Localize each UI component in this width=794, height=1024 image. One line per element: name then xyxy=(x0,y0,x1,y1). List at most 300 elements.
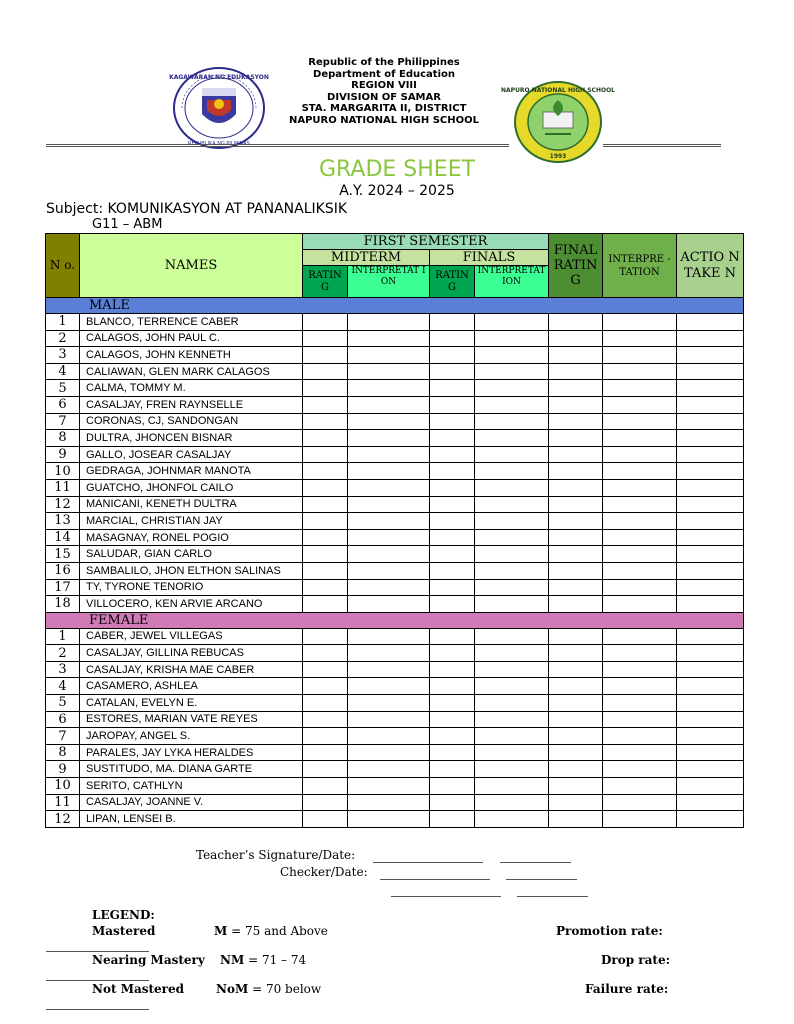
interpretation-cell[interactable] xyxy=(603,562,677,579)
final-rating-cell[interactable] xyxy=(549,728,603,745)
row-number: 16 xyxy=(46,562,80,579)
checker-signature-line[interactable] xyxy=(380,879,490,880)
legend-range: = 71 – 74 xyxy=(244,953,307,967)
table-row xyxy=(46,711,744,728)
student-name: PARALES, JAY LYKA HERALDES xyxy=(80,744,303,761)
interpretation-cell[interactable] xyxy=(603,744,677,761)
interpretation-cell[interactable] xyxy=(603,678,677,695)
table-row xyxy=(46,413,744,430)
student-name: CASALJAY, GILLINA REBUCAS xyxy=(80,645,303,662)
interpretation-cell[interactable] xyxy=(603,463,677,480)
action-taken-cell[interactable] xyxy=(677,479,744,496)
midterm-interpretation-cell[interactable] xyxy=(348,314,430,331)
table-row xyxy=(46,546,744,563)
finals-interpretation-cell[interactable] xyxy=(475,314,549,331)
midterm-interpretation-cell[interactable] xyxy=(348,744,430,761)
final-rating-cell[interactable] xyxy=(549,413,603,430)
final-rating-cell[interactable] xyxy=(549,363,603,380)
midterm-interpretation-cell[interactable] xyxy=(348,711,430,728)
finals-interpretation-cell[interactable] xyxy=(475,596,549,613)
finals-rating-cell[interactable] xyxy=(430,330,475,347)
interpretation-cell[interactable] xyxy=(603,513,677,530)
finals-interpretation-cell[interactable] xyxy=(475,396,549,413)
midterm-rating-cell[interactable] xyxy=(303,430,348,447)
midterm-interpretation-cell[interactable] xyxy=(348,479,430,496)
interpretation-cell[interactable] xyxy=(603,596,677,613)
legend-desc-mastered xyxy=(214,924,328,938)
finals-rating-cell[interactable] xyxy=(430,347,475,364)
midterm-rating-cell[interactable] xyxy=(303,628,348,645)
student-name: LIPAN, LENSEI B. xyxy=(80,811,303,828)
finals-interpretation-cell[interactable] xyxy=(475,645,549,662)
action-taken-cell[interactable] xyxy=(677,430,744,447)
midterm-rating-cell[interactable] xyxy=(303,347,348,364)
midterm-rating-cell[interactable] xyxy=(303,562,348,579)
row-number: 17 xyxy=(46,579,80,596)
midterm-interpretation-cell[interactable] xyxy=(348,579,430,596)
action-taken-cell[interactable] xyxy=(677,363,744,380)
table-row xyxy=(46,628,744,645)
interpretation-cell[interactable] xyxy=(603,347,677,364)
row-number: 6 xyxy=(46,396,80,413)
finals-interpretation-cell[interactable] xyxy=(475,562,549,579)
midterm-interpretation-cell[interactable] xyxy=(348,645,430,662)
interpretation-cell[interactable] xyxy=(603,778,677,795)
finals-interpretation-cell[interactable] xyxy=(475,380,549,397)
midterm-rating-cell[interactable] xyxy=(303,413,348,430)
interpretation-cell[interactable] xyxy=(603,761,677,778)
final-rating-cell[interactable] xyxy=(549,330,603,347)
finals-interpretation-cell[interactable] xyxy=(475,446,549,463)
row-number: 2 xyxy=(46,330,80,347)
action-taken-cell[interactable] xyxy=(677,794,744,811)
midterm-interpretation-cell[interactable] xyxy=(348,811,430,828)
legend-desc-nearing xyxy=(220,953,306,967)
action-taken-cell[interactable] xyxy=(677,396,744,413)
final-rating-cell[interactable] xyxy=(549,529,603,546)
student-name: MARCIAL, CHRISTIAN JAY xyxy=(80,513,303,530)
interpretation-cell[interactable] xyxy=(603,380,677,397)
midterm-rating-cell[interactable] xyxy=(303,778,348,795)
finals-rating-cell[interactable] xyxy=(430,596,475,613)
student-name: DULTRA, JHONCEN BISNAR xyxy=(80,430,303,447)
svg-text:1993: 1993 xyxy=(549,153,567,160)
midterm-rating-cell[interactable] xyxy=(303,463,348,480)
finals-rating-cell[interactable] xyxy=(430,413,475,430)
finals-rating-cell[interactable] xyxy=(430,430,475,447)
final-rating-cell[interactable] xyxy=(549,380,603,397)
teacher-date-line[interactable] xyxy=(500,862,571,863)
final-rating-cell[interactable] xyxy=(549,628,603,645)
interpretation-cell[interactable] xyxy=(603,413,677,430)
midterm-interpretation-cell[interactable] xyxy=(348,562,430,579)
finals-interpretation-cell[interactable] xyxy=(475,363,549,380)
header-line: NAPURO NATIONAL HIGH SCHOOL xyxy=(288,114,479,126)
midterm-interpretation-cell[interactable] xyxy=(348,496,430,513)
table-row xyxy=(46,728,744,745)
finals-rating-cell[interactable] xyxy=(430,711,475,728)
school-header xyxy=(270,57,498,126)
action-taken-cell[interactable] xyxy=(677,778,744,795)
midterm-rating-cell[interactable] xyxy=(303,314,348,331)
finals-rating-cell[interactable] xyxy=(430,778,475,795)
finals-interpretation-cell[interactable] xyxy=(475,496,549,513)
final-rating-cell[interactable] xyxy=(549,396,603,413)
table-row xyxy=(46,811,744,828)
midterm-rating-cell[interactable] xyxy=(303,380,348,397)
interpretation-cell[interactable] xyxy=(603,811,677,828)
action-taken-cell[interactable] xyxy=(677,513,744,530)
finals-interpretation-cell[interactable] xyxy=(475,529,549,546)
action-taken-cell[interactable] xyxy=(677,546,744,563)
table-row xyxy=(46,596,744,613)
final-rating-cell[interactable] xyxy=(549,596,603,613)
header-final-rating: FINAL RATIN G xyxy=(549,234,603,298)
midterm-rating-cell[interactable] xyxy=(303,661,348,678)
student-name: CALAGOS, JOHN PAUL C. xyxy=(80,330,303,347)
finals-rating-cell[interactable] xyxy=(430,562,475,579)
midterm-rating-cell[interactable] xyxy=(303,546,348,563)
student-name: CATALAN, EVELYN E. xyxy=(80,695,303,712)
teacher-signature-line[interactable] xyxy=(373,862,483,863)
finals-interpretation-cell[interactable] xyxy=(475,347,549,364)
header-rule-left xyxy=(46,144,509,147)
row-number: 5 xyxy=(46,380,80,397)
midterm-interpretation-cell[interactable] xyxy=(348,347,430,364)
final-rating-cell[interactable] xyxy=(549,513,603,530)
table-row xyxy=(46,479,744,496)
final-rating-cell[interactable] xyxy=(549,347,603,364)
midterm-interpretation-cell[interactable] xyxy=(348,413,430,430)
student-name: MASAGNAY, RONEL POGIO xyxy=(80,529,303,546)
legend-line xyxy=(46,1009,149,1010)
midterm-rating-cell[interactable] xyxy=(303,711,348,728)
final-rating-cell[interactable] xyxy=(549,711,603,728)
failure-rate-label: Failure rate: xyxy=(585,982,669,996)
finals-rating-cell[interactable] xyxy=(430,380,475,397)
interpretation-cell[interactable] xyxy=(603,496,677,513)
interpretation-cell[interactable] xyxy=(603,628,677,645)
action-taken-cell[interactable] xyxy=(677,330,744,347)
action-taken-cell[interactable] xyxy=(677,695,744,712)
action-taken-cell[interactable] xyxy=(677,761,744,778)
checker-date-line[interactable] xyxy=(506,879,577,880)
finals-interpretation-cell[interactable] xyxy=(475,628,549,645)
header-finals-rating: RATIN G xyxy=(430,266,475,298)
finals-interpretation-cell[interactable] xyxy=(475,546,549,563)
row-number: 7 xyxy=(46,413,80,430)
extra-signature-line[interactable] xyxy=(391,896,501,897)
interpretation-cell[interactable] xyxy=(603,711,677,728)
interpretation-cell[interactable] xyxy=(603,396,677,413)
midterm-interpretation-cell[interactable] xyxy=(348,661,430,678)
finals-interpretation-cell[interactable] xyxy=(475,728,549,745)
header-midterm: MIDTERM xyxy=(303,250,430,266)
table-row xyxy=(46,363,744,380)
midterm-rating-cell[interactable] xyxy=(303,446,348,463)
finals-interpretation-cell[interactable] xyxy=(475,778,549,795)
final-rating-cell[interactable] xyxy=(549,761,603,778)
row-number: 5 xyxy=(46,695,80,712)
midterm-interpretation-cell[interactable] xyxy=(348,678,430,695)
midterm-interpretation-cell[interactable] xyxy=(348,446,430,463)
row-number: 4 xyxy=(46,678,80,695)
student-name: GEDRAGA, JOHNMAR MANOTA xyxy=(80,463,303,480)
legend-label-mastered: Mastered xyxy=(92,924,156,938)
student-name: CASALJAY, KRISHA MAE CABER xyxy=(80,661,303,678)
finals-rating-cell[interactable] xyxy=(430,695,475,712)
deped-seal xyxy=(169,66,269,150)
student-name: SAMBALILO, JHON ELTHON SALINAS xyxy=(80,562,303,579)
final-rating-cell[interactable] xyxy=(549,678,603,695)
finals-interpretation-cell[interactable] xyxy=(475,695,549,712)
finals-rating-cell[interactable] xyxy=(430,314,475,331)
finals-rating-cell[interactable] xyxy=(430,744,475,761)
student-name: CASALJAY, JOANNE V. xyxy=(80,794,303,811)
interpretation-cell[interactable] xyxy=(603,529,677,546)
row-number: 15 xyxy=(46,546,80,563)
final-rating-cell[interactable] xyxy=(549,579,603,596)
final-rating-cell[interactable] xyxy=(549,778,603,795)
midterm-rating-cell[interactable] xyxy=(303,513,348,530)
finals-interpretation-cell[interactable] xyxy=(475,744,549,761)
finals-rating-cell[interactable] xyxy=(430,363,475,380)
midterm-rating-cell[interactable] xyxy=(303,579,348,596)
final-rating-cell[interactable] xyxy=(549,645,603,662)
finals-rating-cell[interactable] xyxy=(430,645,475,662)
midterm-rating-cell[interactable] xyxy=(303,645,348,662)
legend-code: NoM xyxy=(216,982,249,996)
female-section-header: FEMALE xyxy=(46,612,744,628)
row-number: 12 xyxy=(46,496,80,513)
header-line: REGION VIII xyxy=(351,80,417,91)
action-taken-cell[interactable] xyxy=(677,711,744,728)
legend-label-not-mastered: Not Mastered xyxy=(92,982,185,996)
final-rating-cell[interactable] xyxy=(549,446,603,463)
finals-interpretation-cell[interactable] xyxy=(475,463,549,480)
student-name: CASAMERO, ASHLEA xyxy=(80,678,303,695)
midterm-rating-cell[interactable] xyxy=(303,496,348,513)
midterm-interpretation-cell[interactable] xyxy=(348,596,430,613)
row-number: 11 xyxy=(46,794,80,811)
interpretation-cell[interactable] xyxy=(603,645,677,662)
midterm-interpretation-cell[interactable] xyxy=(348,330,430,347)
midterm-interpretation-cell[interactable] xyxy=(348,363,430,380)
finals-rating-cell[interactable] xyxy=(430,463,475,480)
midterm-rating-cell[interactable] xyxy=(303,695,348,712)
legend-desc-not-mastered xyxy=(216,982,321,996)
finals-interpretation-cell[interactable] xyxy=(475,330,549,347)
interpretation-cell[interactable] xyxy=(603,794,677,811)
action-taken-cell[interactable] xyxy=(677,628,744,645)
action-taken-cell[interactable] xyxy=(677,413,744,430)
midterm-interpretation-cell[interactable] xyxy=(348,778,430,795)
interpretation-cell[interactable] xyxy=(603,546,677,563)
legend-code: NM xyxy=(220,953,245,967)
midterm-rating-cell[interactable] xyxy=(303,396,348,413)
midterm-interpretation-cell[interactable] xyxy=(348,761,430,778)
finals-interpretation-cell[interactable] xyxy=(475,794,549,811)
final-rating-cell[interactable] xyxy=(549,744,603,761)
midterm-rating-cell[interactable] xyxy=(303,761,348,778)
final-rating-cell[interactable] xyxy=(549,811,603,828)
finals-rating-cell[interactable] xyxy=(430,728,475,745)
row-number: 11 xyxy=(46,479,80,496)
final-rating-cell[interactable] xyxy=(549,314,603,331)
interpretation-cell[interactable] xyxy=(603,579,677,596)
finals-rating-cell[interactable] xyxy=(430,811,475,828)
final-rating-cell[interactable] xyxy=(549,695,603,712)
table-row xyxy=(46,678,744,695)
header-finals: FINALS xyxy=(430,250,549,266)
midterm-rating-cell[interactable] xyxy=(303,596,348,613)
finals-rating-cell[interactable] xyxy=(430,661,475,678)
action-taken-cell[interactable] xyxy=(677,314,744,331)
midterm-interpretation-cell[interactable] xyxy=(348,546,430,563)
finals-rating-cell[interactable] xyxy=(430,479,475,496)
finals-rating-cell[interactable] xyxy=(430,396,475,413)
row-number: 10 xyxy=(46,463,80,480)
action-taken-cell[interactable] xyxy=(677,744,744,761)
extra-date-line[interactable] xyxy=(517,896,588,897)
midterm-interpretation-cell[interactable] xyxy=(348,794,430,811)
midterm-interpretation-cell[interactable] xyxy=(348,430,430,447)
finals-rating-cell[interactable] xyxy=(430,761,475,778)
header-finals-interpretation: INTERPRETAT ION xyxy=(475,266,549,298)
finals-rating-cell[interactable] xyxy=(430,678,475,695)
interpretation-cell[interactable] xyxy=(603,695,677,712)
midterm-rating-cell[interactable] xyxy=(303,330,348,347)
midterm-rating-cell[interactable] xyxy=(303,678,348,695)
finals-interpretation-cell[interactable] xyxy=(475,579,549,596)
finals-rating-cell[interactable] xyxy=(430,794,475,811)
interpretation-cell[interactable] xyxy=(603,728,677,745)
finals-interpretation-cell[interactable] xyxy=(475,413,549,430)
finals-interpretation-cell[interactable] xyxy=(475,711,549,728)
midterm-interpretation-cell[interactable] xyxy=(348,396,430,413)
action-taken-cell[interactable] xyxy=(677,562,744,579)
midterm-interpretation-cell[interactable] xyxy=(348,380,430,397)
row-number: 9 xyxy=(46,446,80,463)
row-number: 4 xyxy=(46,363,80,380)
student-name: TY, TYRONE TENORIO xyxy=(80,579,303,596)
final-rating-cell[interactable] xyxy=(549,661,603,678)
action-taken-cell[interactable] xyxy=(677,811,744,828)
svg-text:KAGAWARAN NG EDUKASYON: KAGAWARAN NG EDUKASYON xyxy=(169,74,269,81)
action-taken-cell[interactable] xyxy=(677,496,744,513)
finals-rating-cell[interactable] xyxy=(430,513,475,530)
interpretation-cell[interactable] xyxy=(603,479,677,496)
male-rows xyxy=(46,314,744,613)
action-taken-cell[interactable] xyxy=(677,529,744,546)
midterm-interpretation-cell[interactable] xyxy=(348,728,430,745)
finals-rating-cell[interactable] xyxy=(430,496,475,513)
interpretation-cell[interactable] xyxy=(603,314,677,331)
checker-text: Checker/Date: xyxy=(280,865,368,879)
finals-interpretation-cell[interactable] xyxy=(475,678,549,695)
final-rating-cell[interactable] xyxy=(549,496,603,513)
action-taken-cell[interactable] xyxy=(677,661,744,678)
interpretation-cell[interactable] xyxy=(603,363,677,380)
midterm-interpretation-cell[interactable] xyxy=(348,513,430,530)
finals-interpretation-cell[interactable] xyxy=(475,479,549,496)
midterm-rating-cell[interactable] xyxy=(303,479,348,496)
student-name: ESTORES, MARIAN VATE REYES xyxy=(80,711,303,728)
table-row xyxy=(46,463,744,480)
midterm-rating-cell[interactable] xyxy=(303,744,348,761)
midterm-interpretation-cell[interactable] xyxy=(348,463,430,480)
action-taken-cell[interactable] xyxy=(677,347,744,364)
finals-rating-cell[interactable] xyxy=(430,446,475,463)
action-taken-cell[interactable] xyxy=(677,463,744,480)
final-rating-cell[interactable] xyxy=(549,794,603,811)
row-number: 7 xyxy=(46,728,80,745)
table-row xyxy=(46,744,744,761)
action-taken-cell[interactable] xyxy=(677,728,744,745)
action-taken-cell[interactable] xyxy=(677,596,744,613)
final-rating-cell[interactable] xyxy=(549,562,603,579)
final-rating-cell[interactable] xyxy=(549,430,603,447)
finals-interpretation-cell[interactable] xyxy=(475,761,549,778)
interpretation-cell[interactable] xyxy=(603,430,677,447)
legend-line xyxy=(46,951,149,952)
midterm-interpretation-cell[interactable] xyxy=(348,628,430,645)
female-rows xyxy=(46,628,744,827)
header-midterm-interpretation: INTERPRETAT ION xyxy=(348,266,430,298)
midterm-rating-cell[interactable] xyxy=(303,728,348,745)
finals-rating-cell[interactable] xyxy=(430,546,475,563)
action-taken-cell[interactable] xyxy=(677,446,744,463)
legend-code: M xyxy=(214,924,228,938)
action-taken-cell[interactable] xyxy=(677,645,744,662)
student-name: CABER, JEWEL VILLEGAS xyxy=(80,628,303,645)
midterm-rating-cell[interactable] xyxy=(303,529,348,546)
subject-label: Subject: KOMUNIKASYON AT PANANALIKSIK xyxy=(46,201,348,217)
finals-rating-cell[interactable] xyxy=(430,579,475,596)
table-row xyxy=(46,645,744,662)
midterm-rating-cell[interactable] xyxy=(303,363,348,380)
finals-interpretation-cell[interactable] xyxy=(475,430,549,447)
interpretation-cell[interactable] xyxy=(603,661,677,678)
finals-interpretation-cell[interactable] xyxy=(475,811,549,828)
interpretation-cell[interactable] xyxy=(603,446,677,463)
table-row xyxy=(46,661,744,678)
action-taken-cell[interactable] xyxy=(677,380,744,397)
midterm-interpretation-cell[interactable] xyxy=(348,529,430,546)
action-taken-cell[interactable] xyxy=(677,678,744,695)
row-number: 6 xyxy=(46,711,80,728)
midterm-rating-cell[interactable] xyxy=(303,811,348,828)
action-taken-cell[interactable] xyxy=(677,579,744,596)
student-name: CALAGOS, JOHN KENNETH xyxy=(80,347,303,364)
finals-rating-cell[interactable] xyxy=(430,628,475,645)
header-first-semester: FIRST SEMESTER xyxy=(303,234,549,250)
final-rating-cell[interactable] xyxy=(549,463,603,480)
interpretation-cell[interactable] xyxy=(603,330,677,347)
row-number: 8 xyxy=(46,430,80,447)
final-rating-cell[interactable] xyxy=(549,479,603,496)
finals-rating-cell[interactable] xyxy=(430,529,475,546)
finals-interpretation-cell[interactable] xyxy=(475,513,549,530)
midterm-interpretation-cell[interactable] xyxy=(348,695,430,712)
row-number: 3 xyxy=(46,347,80,364)
finals-interpretation-cell[interactable] xyxy=(475,661,549,678)
student-name: CASALJAY, FREN RAYNSELLE xyxy=(80,396,303,413)
final-rating-cell[interactable] xyxy=(549,546,603,563)
header-midterm-rating: RATIN G xyxy=(303,266,348,298)
row-number: 8 xyxy=(46,744,80,761)
midterm-rating-cell[interactable] xyxy=(303,794,348,811)
